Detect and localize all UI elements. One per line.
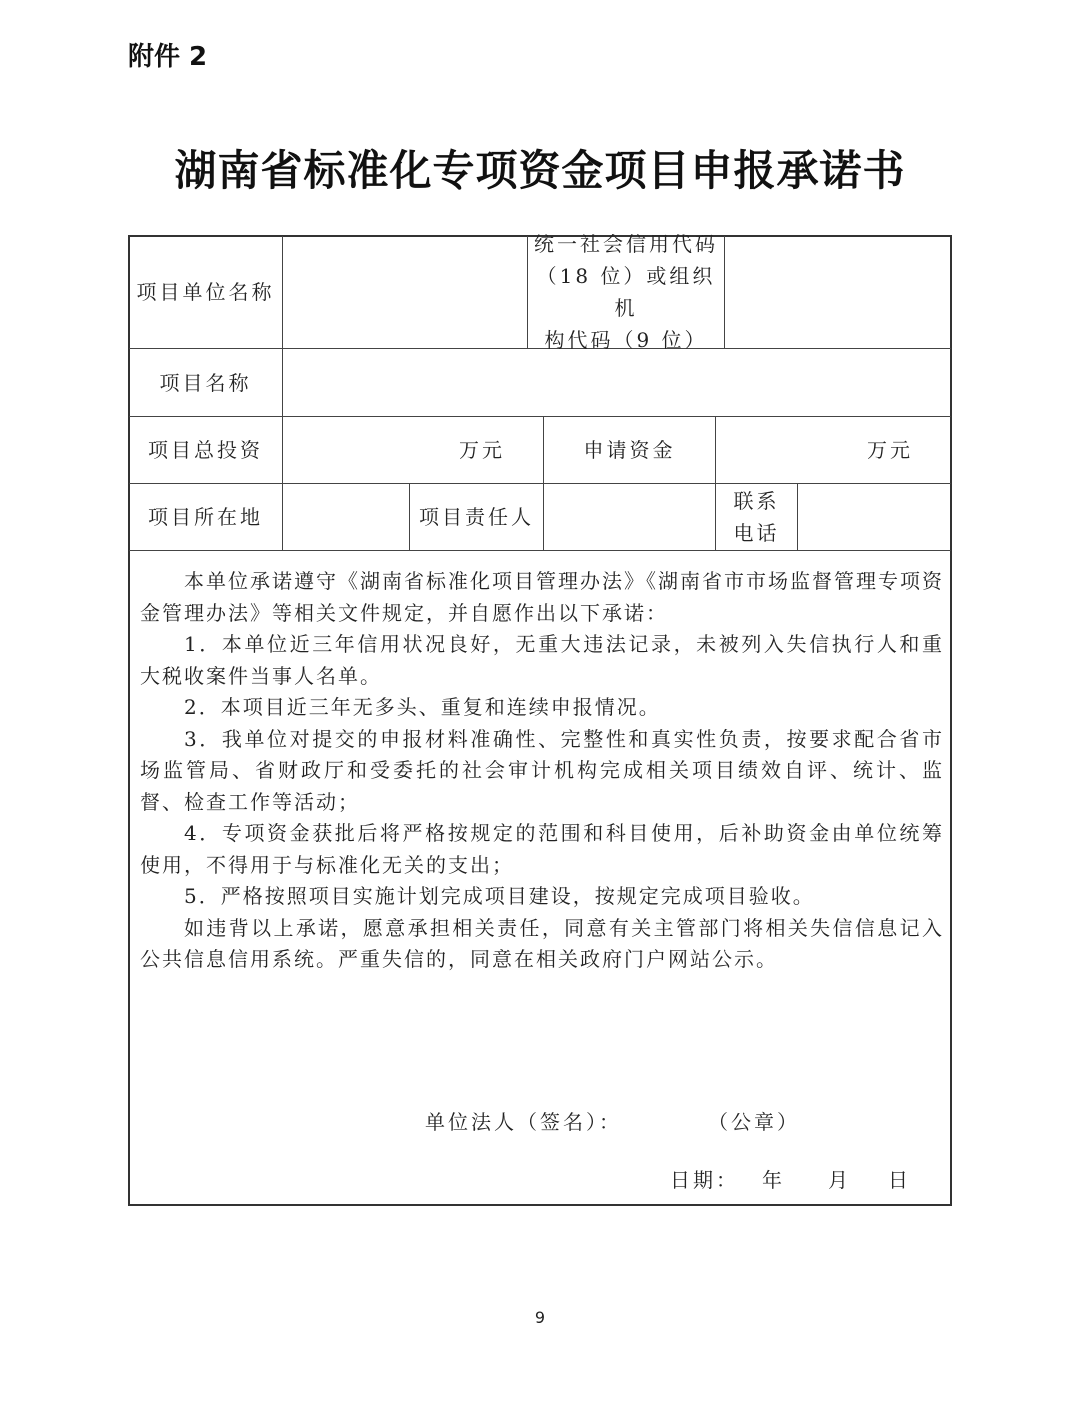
commitment-intro: 本单位承诺遵守《湖南省标准化项目管理办法》《湖南省市市场监督管理专项资金管理办法》等相关文件规定，并自愿作出以下承诺： xyxy=(140,569,944,625)
total-investment-field[interactable] xyxy=(283,417,543,483)
official-seal-label: （公章） xyxy=(708,1110,800,1134)
commitment-item: 5．严格按照项目实施计划完成项目建设，按规定完成项目验收。 xyxy=(184,884,815,908)
month-label: 月 xyxy=(828,1168,851,1192)
year-label: 年 xyxy=(762,1168,785,1192)
responsible-person-label: 项目责任人 xyxy=(419,505,534,529)
project-name-label: 项目名称 xyxy=(159,370,252,395)
document-title: 湖南省标准化专项资金项目申报承诺书 xyxy=(174,146,906,195)
phone-label: 联系 电话 xyxy=(733,489,780,545)
total-investment-unit: 万元 xyxy=(459,438,505,462)
location-field[interactable] xyxy=(283,484,409,550)
total-investment-label: 项目总投资 xyxy=(148,438,263,462)
project-name-field[interactable] xyxy=(283,349,951,416)
credit-code-label: 统一社会信用代码 （18 位）或组织机 构代码（9 位） xyxy=(534,232,718,352)
commitment-item: 3．我单位对提交的申报材料准确性、完整性和真实性负责，按要求配合省市场监管局、省财政厅和受委托的社会审计机构完成相关项目绩效自评、统计、监督、检查工作等活动； xyxy=(140,726,944,814)
apply-funds-unit: 万元 xyxy=(867,438,913,462)
attachment-label: 附件 2 xyxy=(128,42,208,72)
unit-name-label: 项目单位名称 xyxy=(136,280,275,304)
commitment-item: 4．专项资金获批后将严格按规定的范围和科目使用，后补助资金由单位统筹使用，不得用于与标准化无关的支出； xyxy=(140,821,944,877)
location-label: 项目所在地 xyxy=(148,505,263,529)
commitment-item: 1．本单位近三年信用状况良好，无重大违法记录，未被列入失信执行人和重大税收案件当事人名单。 xyxy=(140,632,944,688)
row-divider xyxy=(129,550,951,551)
page-number: 9 xyxy=(534,1308,546,1327)
responsible-person-field[interactable] xyxy=(544,484,715,550)
day-label: 日 xyxy=(888,1168,911,1192)
commitment-item: 2．本项目近三年无多头、重复和连续申报情况。 xyxy=(184,695,661,719)
commitment-closing: 如违背以上承诺，愿意承担相关责任，同意有关主管部门将相关失信信息记入公共信息信用系统。严重失信的，同意在相关政府门户网站公示。 xyxy=(140,915,944,971)
legal-person-signature-label: 单位法人（签名）： xyxy=(425,1110,622,1134)
phone-field[interactable] xyxy=(798,484,951,550)
credit-code-field[interactable] xyxy=(725,236,951,348)
commitment-text xyxy=(140,566,944,976)
apply-funds-label: 申请资金 xyxy=(583,438,676,462)
apply-funds-field[interactable] xyxy=(716,417,951,483)
date-label: 日期： xyxy=(670,1168,739,1192)
unit-name-field[interactable] xyxy=(283,236,527,348)
